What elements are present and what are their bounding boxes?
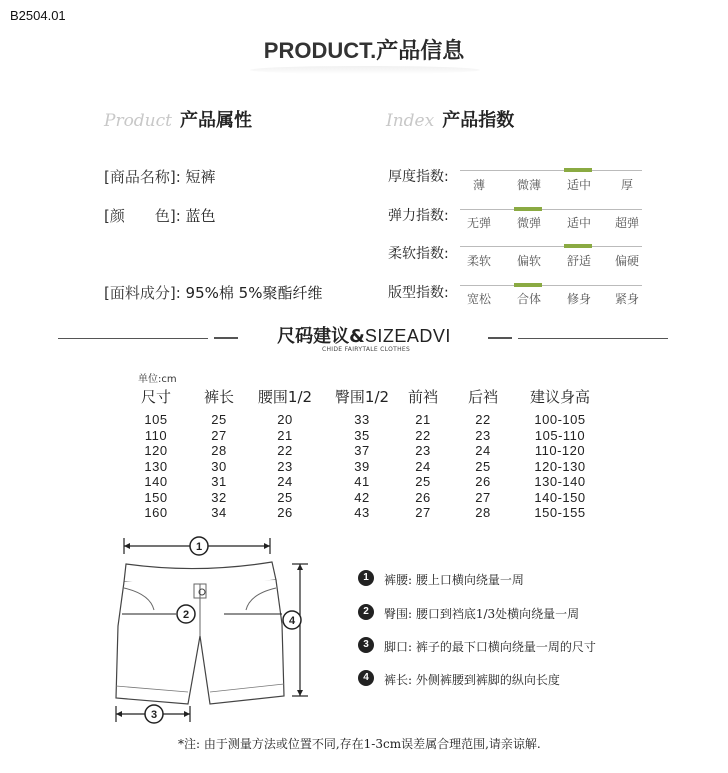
table-cell: 27 <box>211 427 227 443</box>
marker-4 <box>283 611 301 629</box>
title-shadow <box>250 66 480 74</box>
table-cell: 21 <box>415 412 431 427</box>
product-index-title: 产品指数 <box>442 110 515 131</box>
index-option: 柔软 <box>466 254 491 268</box>
index-thickness-marker <box>564 168 592 172</box>
legend-hip: 臀围: 腰口到裆底1/3处横向绕量一周 <box>384 607 580 621</box>
table-cell: 105-110 <box>534 427 586 443</box>
table-header: 后裆 <box>467 388 498 406</box>
legend-badge-4: 4 <box>358 670 374 686</box>
table-cell: 120 <box>144 443 168 458</box>
table-cell: 22 <box>415 427 431 443</box>
table-cell: 23 <box>475 427 491 443</box>
table-cell: 41 <box>354 474 370 489</box>
table-cell: 39 <box>354 458 370 474</box>
index-option: 厚 <box>620 178 633 192</box>
table-cell: 22 <box>475 412 491 427</box>
legend-length: 裤长: 外侧裤腰到裤脚的纵向长度 <box>384 673 560 687</box>
size-advice-heading <box>0 322 728 348</box>
attribute-fabric: [面料成分]: 95%棉 5%聚酯纤维 <box>104 284 323 302</box>
table-cell: 24 <box>277 474 293 489</box>
index-option: 偏硬 <box>614 254 639 268</box>
shorts-measurement-diagram <box>110 528 320 728</box>
index-option: 无弹 <box>466 216 491 230</box>
index-option: 宽松 <box>466 292 491 306</box>
table-header: 前裆 <box>407 388 438 406</box>
legend-leg-opening: 脚口: 裤子的最下口横向绕量一周的尺寸 <box>384 640 596 654</box>
table-header: 腰围1/2 <box>257 388 313 406</box>
page-title-en: PRODUCT. <box>263 38 377 63</box>
table-cell: 26 <box>415 489 431 505</box>
table-header: 尺寸 <box>140 388 171 406</box>
table-cell: 25 <box>415 474 431 489</box>
index-option: 适中 <box>566 216 591 230</box>
index-option: 薄 <box>472 178 485 192</box>
product-script-label: Product <box>104 111 172 131</box>
index-option: 微薄 <box>516 178 541 192</box>
index-elasticity-marker <box>514 207 542 211</box>
table-cell: 105 <box>144 412 168 427</box>
index-option: 合体 <box>516 292 541 306</box>
measurement-note: *注: 由于测量方法或位置不同,存在1-3cm误差属合理范围,请亲谅解. <box>178 737 541 751</box>
table-cell: 42 <box>354 489 370 505</box>
table-cell: 28 <box>211 443 227 458</box>
table-cell: 30 <box>211 458 227 474</box>
page-title-cn: 产品信息 <box>376 39 465 64</box>
size-advice-subtitle: CHIDE FAIRYTALE CLOTHES <box>322 346 411 353</box>
index-option: 偏软 <box>516 254 541 268</box>
table-cell: 22 <box>277 443 293 458</box>
table-cell: 140-150 <box>534 489 586 505</box>
table-cell: 31 <box>211 474 227 489</box>
unit-label: 单位:cm <box>138 374 177 385</box>
table-cell: 100-105 <box>534 412 586 427</box>
table-cell: 26 <box>475 474 491 489</box>
index-option: 超弹 <box>614 216 639 230</box>
index-fit-scale <box>460 285 642 286</box>
table-cell: 24 <box>415 458 431 474</box>
table-header: 建议身高 <box>529 388 590 406</box>
index-option: 微弹 <box>516 216 541 230</box>
table-cell: 23 <box>415 443 431 458</box>
table-cell: 43 <box>354 505 370 520</box>
index-softness-label: 柔软指数: <box>388 246 449 262</box>
table-cell: 33 <box>354 412 370 427</box>
attribute-color: [颜 色]: 蓝色 <box>104 207 216 225</box>
index-thickness-scale <box>460 170 642 171</box>
table-cell: 110-120 <box>534 443 586 458</box>
table-cell: 140 <box>144 474 168 489</box>
attribute-name: [商品名称]: 短裤 <box>104 168 216 186</box>
index-softness-marker <box>564 244 592 248</box>
index-thickness-label: 厚度指数: <box>388 169 449 185</box>
index-fit-label: 版型指数: <box>388 285 449 301</box>
marker-3 <box>145 705 163 723</box>
table-cell: 25 <box>277 489 293 505</box>
table-cell: 34 <box>211 505 227 520</box>
legend-badge-1: 1 <box>358 570 374 586</box>
table-cell: 27 <box>475 489 491 505</box>
table-header: 臀围1/2 <box>334 388 390 406</box>
product-index-heading <box>386 106 514 132</box>
index-fit-marker <box>514 283 542 287</box>
table-cell: 28 <box>475 505 491 520</box>
marker-1 <box>190 537 208 555</box>
hero-header <box>0 32 728 67</box>
index-softness-scale <box>460 246 642 247</box>
table-cell: 160 <box>144 505 168 520</box>
table-cell: 130 <box>144 458 168 474</box>
table-header: 裤长 <box>203 388 234 406</box>
table-cell: 130-140 <box>534 474 586 489</box>
index-elasticity-label: 弹力指数: <box>388 208 449 224</box>
legend-waist: 裤腰: 腰上口横向绕量一周 <box>384 573 524 587</box>
table-cell: 23 <box>277 458 293 474</box>
product-attributes-title: 产品属性 <box>179 110 252 131</box>
page-title <box>248 32 480 67</box>
size-advice-title: 尺码建议&SIZEADVI <box>277 326 451 347</box>
index-option: 适中 <box>566 178 591 192</box>
index-option: 紧身 <box>614 292 639 306</box>
svg-text:4: 4 <box>289 615 296 627</box>
table-cell: 110 <box>144 427 168 443</box>
marker-2 <box>177 605 195 623</box>
table-cell: 120-130 <box>534 458 586 474</box>
table-cell: 25 <box>211 412 227 427</box>
table-cell: 20 <box>277 412 293 427</box>
legend-badge-3: 3 <box>358 637 374 653</box>
index-elasticity-scale <box>460 209 642 210</box>
table-cell: 32 <box>211 489 227 505</box>
legend-badge-2: 2 <box>358 604 374 620</box>
index-option: 修身 <box>566 292 591 306</box>
index-script-label: Index <box>386 111 435 131</box>
index-option: 舒适 <box>566 254 591 268</box>
table-cell: 150-155 <box>534 505 586 520</box>
table-cell: 24 <box>475 443 491 458</box>
svg-text:2: 2 <box>183 609 190 621</box>
product-attributes-heading <box>104 106 252 132</box>
table-cell: 27 <box>415 505 431 520</box>
table-cell: 35 <box>354 427 370 443</box>
table-cell: 26 <box>277 505 293 520</box>
svg-text:1: 1 <box>196 541 203 553</box>
sku-code: B2504.01 <box>10 8 66 23</box>
svg-text:3: 3 <box>151 709 158 721</box>
table-cell: 21 <box>277 427 293 443</box>
table-cell: 37 <box>354 443 370 458</box>
table-cell: 25 <box>475 458 491 474</box>
table-cell: 150 <box>144 489 168 505</box>
